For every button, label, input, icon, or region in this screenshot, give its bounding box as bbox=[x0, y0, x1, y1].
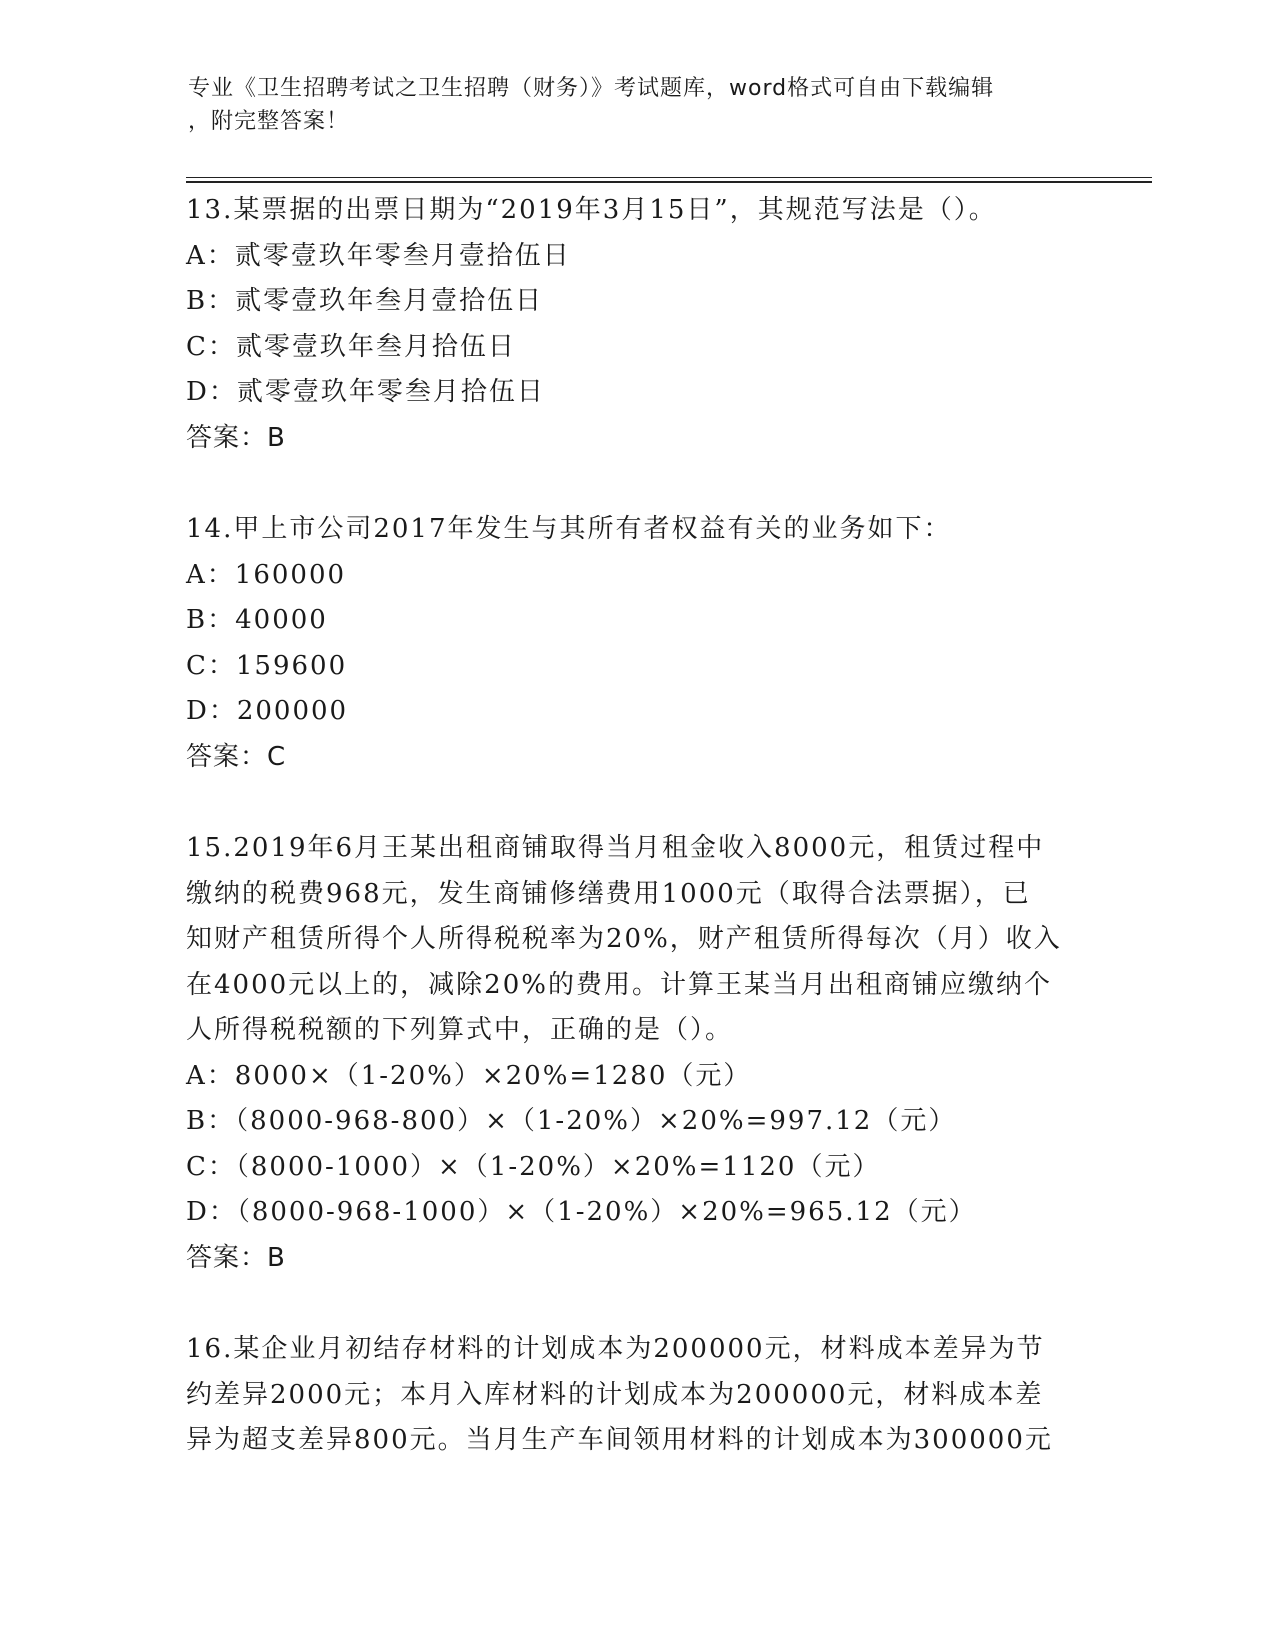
question-13 bbox=[186, 188, 1086, 461]
answer-line: 答案：B bbox=[186, 1242, 286, 1273]
question-stem-line: 14.甲上市公司2017年发生与其所有者权益有关的业务如下： bbox=[186, 514, 952, 544]
question-stem-line: 缴纳的税费968元，发生商铺修缮费用1000元（取得合法票据），已 bbox=[186, 878, 1031, 909]
answer-line: 答案：C bbox=[186, 741, 287, 772]
question-gap bbox=[186, 461, 1086, 507]
option-d: D：贰零壹玖年零叁月拾伍日 bbox=[186, 377, 545, 407]
page-header bbox=[188, 72, 1068, 138]
option-a: A：贰零壹玖年零叁月壹拾伍日 bbox=[186, 240, 571, 271]
option-b: B：（8000-968-800）×（1-20%）×20%=997.12（元） bbox=[186, 1106, 957, 1136]
option-b: B：贰零壹玖年叁月壹拾伍日 bbox=[186, 286, 544, 316]
question-stem-line: 人所得税税额的下列算式中，正确的是（）。 bbox=[186, 1015, 734, 1045]
header-rule-thick bbox=[186, 181, 1152, 183]
option-a: A：8000×（1-20%）×20%=1280（元） bbox=[186, 1060, 752, 1091]
option-a: A：160000 bbox=[186, 559, 347, 590]
answer-line: 答案：B bbox=[186, 422, 286, 453]
question-15 bbox=[186, 826, 1086, 1281]
question-stem-line: 知财产租赁所得个人所得税税率为20%，财产租赁所得每次（月）收入 bbox=[186, 924, 1062, 954]
option-b: B：40000 bbox=[186, 605, 328, 635]
question-stem-line: 在4000元以上的，减除20%的费用。计算王某当月出租商铺应缴纳个 bbox=[186, 969, 1052, 1000]
question-list bbox=[186, 188, 1086, 1464]
question-stem-line: 异为超支差异800元。当月生产车间领用材料的计划成本为300000元 bbox=[186, 1425, 1053, 1455]
header-line-1: 专业《卫生招聘考试之卫生招聘（财务）》考试题库，word格式可自由下载编辑 bbox=[188, 76, 995, 101]
question-stem-line: 16.某企业月初结存材料的计划成本为200000元，材料成本差异为节 bbox=[186, 1334, 1045, 1364]
question-16 bbox=[186, 1327, 1086, 1464]
option-c: C：159600 bbox=[186, 650, 348, 681]
option-c: C：（8000-1000）×（1-20%）×20%=1120（元） bbox=[186, 1151, 881, 1182]
option-c: C：贰零壹玖年叁月拾伍日 bbox=[186, 331, 516, 362]
question-stem-line: 13.某票据的出票日期为“2019年3月15日”，其规范写法是（）。 bbox=[186, 195, 997, 225]
question-gap bbox=[186, 780, 1086, 826]
question-stem-line: 15.2019年6月王某出租商铺取得当月租金收入8000元，租赁过程中 bbox=[186, 833, 1045, 863]
header-rule-thin bbox=[186, 177, 1152, 178]
option-d: D：200000 bbox=[186, 696, 349, 726]
question-14 bbox=[186, 507, 1086, 780]
question-stem-line: 约差异2000元；本月入库材料的计划成本为200000元，材料成本差 bbox=[186, 1379, 1044, 1410]
header-line-2: ，附完整答案！ bbox=[188, 109, 350, 134]
option-d: D：（8000-968-1000）×（1-20%）×20%=965.12（元） bbox=[186, 1197, 977, 1227]
question-gap bbox=[186, 1281, 1086, 1327]
